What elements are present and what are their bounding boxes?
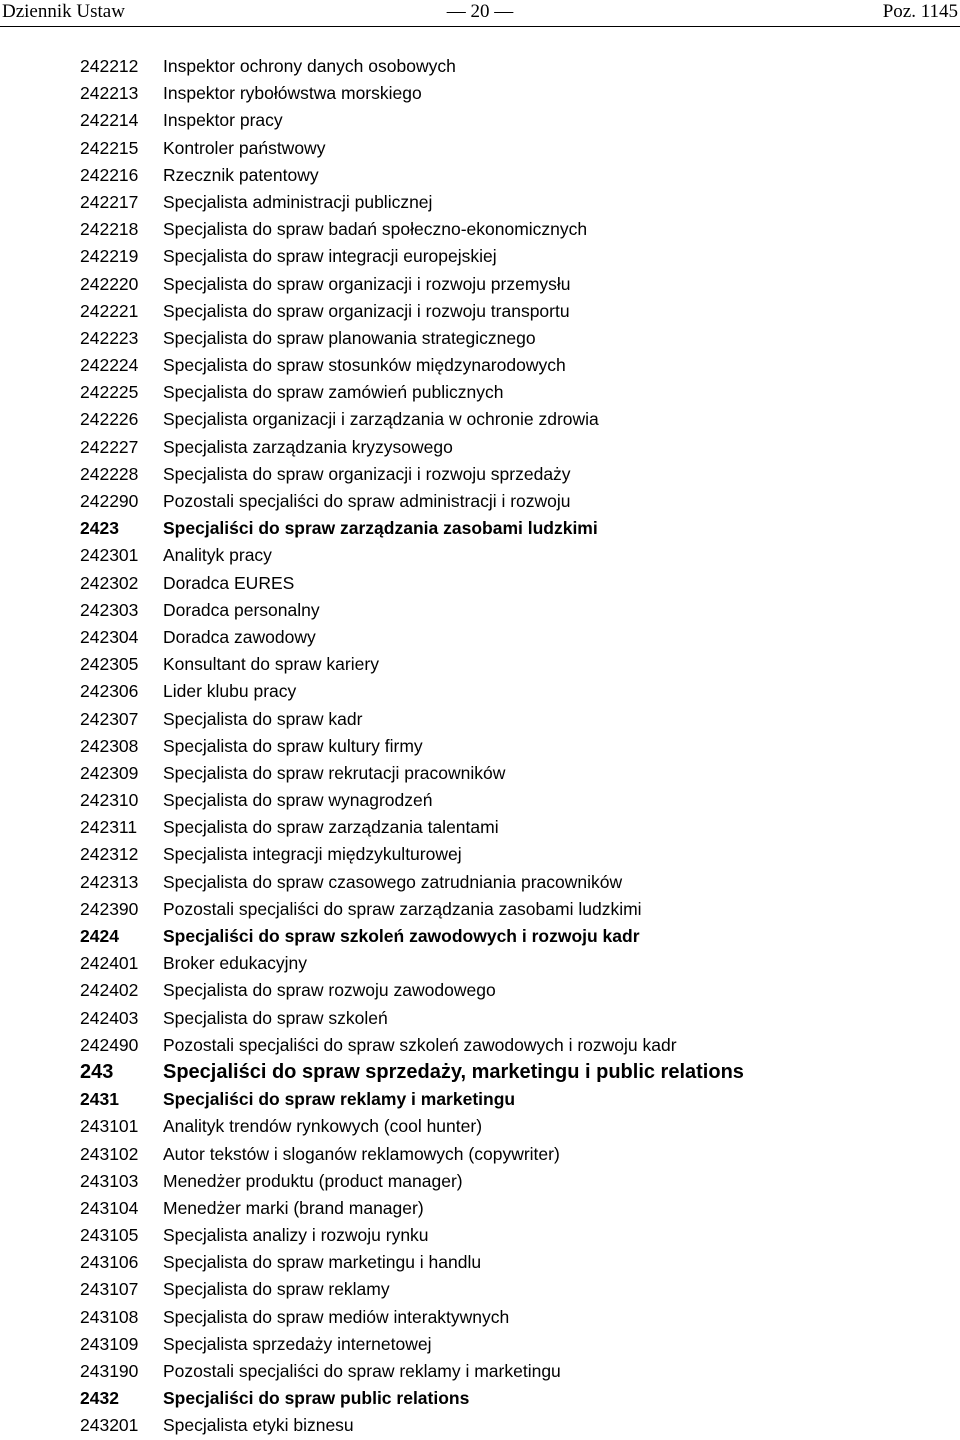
page-header	[0, 0, 960, 27]
occupation-row	[80, 542, 950, 569]
occupation-code: 243109	[80, 1333, 139, 1354]
occupation-name: Menedżer marki (brand manager)	[163, 1197, 424, 1218]
occupation-row	[80, 1304, 950, 1331]
occupation-code: 242403	[80, 1007, 139, 1028]
group-heading-row	[80, 923, 950, 950]
occupation-name: Doradca EURES	[163, 572, 295, 593]
occupation-row	[80, 1168, 950, 1195]
occupation-name: Specjalista do spraw planowania strategicznego	[163, 327, 536, 348]
occupation-name: Specjalista organizacji i zarządzania w ochronie zdrowia	[163, 409, 599, 430]
occupation-row	[80, 896, 950, 923]
occupation-code: 243201	[80, 1415, 139, 1436]
journal-title: Dziennik Ustaw	[2, 1, 125, 22]
group-heading-row	[80, 515, 950, 542]
occupation-code: 2432	[80, 1388, 119, 1409]
occupation-name: Specjaliści do spraw reklamy i marketingu	[163, 1089, 516, 1110]
occupation-name: Specjalista do spraw badań społeczno-ekonomicznych	[163, 219, 588, 240]
occupation-row	[80, 488, 950, 515]
occupation-row	[80, 977, 950, 1004]
occupation-code: 242220	[80, 273, 139, 294]
occupation-code: 242225	[80, 382, 139, 403]
occupation-code: 242490	[80, 1034, 139, 1055]
occupation-code: 242307	[80, 708, 139, 729]
occupation-name: Specjaliści do spraw sprzedaży, marketingu i public relations	[163, 1060, 744, 1083]
occupation-code: 242221	[80, 300, 139, 321]
occupation-row	[80, 1412, 950, 1439]
occupation-code: 242217	[80, 191, 139, 212]
occupation-code: 242309	[80, 762, 139, 783]
occupation-row	[80, 189, 950, 216]
occupation-row	[80, 80, 950, 107]
occupation-row	[80, 216, 950, 243]
occupation-name: Pozostali specjaliści do spraw administracji i rozwoju	[163, 491, 571, 511]
occupation-name: Specjalista do spraw zamówień publicznych	[163, 382, 504, 403]
occupation-name: Rzecznik patentowy	[163, 164, 319, 185]
occupation-row	[80, 53, 950, 80]
occupation-code: 242228	[80, 463, 139, 484]
occupation-name: Specjalista do spraw marketingu i handlu	[163, 1252, 482, 1273]
position-number: Poz. 1145	[882, 1, 958, 22]
occupation-name: Doradca personalny	[163, 599, 320, 620]
occupation-name: Specjalista do spraw czasowego zatrudniania pracowników	[163, 871, 623, 892]
occupation-code: 243106	[80, 1252, 139, 1273]
occupation-code: 242303	[80, 599, 139, 620]
occupation-name: Inspektor pracy	[163, 110, 283, 131]
occupation-code: 242219	[80, 246, 139, 267]
occupation-name: Specjaliści do spraw public relations	[163, 1388, 470, 1409]
occupation-row	[80, 379, 950, 406]
occupation-name: Specjalista do spraw reklamy	[163, 1279, 390, 1300]
group-heading-row	[80, 1086, 950, 1113]
occupation-row	[80, 352, 950, 379]
occupation-name: Specjaliści do spraw zarządzania zasobami ludzkimi	[163, 518, 598, 539]
occupation-code: 242305	[80, 654, 139, 675]
occupation-name: Specjalista sprzedaży internetowej	[163, 1333, 432, 1354]
occupation-row	[80, 787, 950, 814]
occupation-name: Analityk pracy	[163, 545, 272, 566]
occupation-name: Specjalista do spraw zarządzania talentami	[163, 817, 499, 838]
occupation-row	[80, 1113, 950, 1140]
occupation-code: 243102	[80, 1143, 139, 1164]
occupation-row	[80, 1032, 950, 1059]
occupation-name: Specjalista do spraw kadr	[163, 708, 363, 729]
occupation-row	[80, 1249, 950, 1276]
occupation-code: 242212	[80, 56, 139, 76]
occupation-code: 242311	[80, 817, 138, 838]
occupation-row	[80, 461, 950, 488]
occupation-code: 242302	[80, 572, 139, 593]
occupation-code: 242312	[80, 844, 139, 865]
occupation-code: 242227	[80, 436, 139, 457]
occupation-code: 242313	[80, 871, 139, 892]
occupation-code: 242218	[80, 219, 139, 240]
occupation-row	[80, 570, 950, 597]
occupation-code: 243101	[80, 1116, 139, 1137]
occupation-row	[80, 597, 950, 624]
occupation-name: Analityk trendów rynkowych (cool hunter)	[163, 1116, 483, 1137]
occupation-row	[80, 678, 950, 705]
occupation-code: 242402	[80, 980, 139, 1001]
occupation-code: 242308	[80, 735, 139, 756]
occupation-row	[80, 1358, 950, 1385]
occupation-code: 242304	[80, 626, 139, 647]
occupation-name: Doradca zawodowy	[163, 626, 316, 647]
occupation-code: 242213	[80, 83, 139, 104]
group-heading-row	[80, 1059, 950, 1086]
occupation-row	[80, 760, 950, 787]
occupation-row	[80, 733, 950, 760]
occupation-row	[80, 243, 950, 270]
occupation-name: Specjalista do spraw rekrutacji pracowników	[163, 762, 506, 783]
occupation-row	[80, 1195, 950, 1222]
occupation-name: Specjalista analizy i rozwoju rynku	[163, 1225, 429, 1246]
occupation-code: 242223	[80, 327, 139, 348]
occupation-name: Specjalista do spraw integracji europejskiej	[163, 246, 497, 267]
occupation-name: Specjalista integracji międzykulturowej	[163, 844, 462, 865]
occupation-name: Inspektor rybołówstwa morskiego	[163, 83, 422, 104]
occupation-code: 243190	[80, 1361, 139, 1381]
occupation-code: 2424	[80, 926, 119, 946]
occupation-row	[80, 814, 950, 841]
occupation-name: Specjalista do spraw szkoleń	[163, 1007, 388, 1028]
occupation-row	[80, 1005, 950, 1032]
occupation-code: 243108	[80, 1306, 139, 1327]
occupation-name: Menedżer produktu (product manager)	[163, 1170, 463, 1191]
occupation-row	[80, 651, 950, 678]
occupation-row	[80, 162, 950, 189]
occupation-code: 242306	[80, 681, 139, 702]
occupation-code: 242310	[80, 790, 139, 811]
occupation-row	[80, 706, 950, 733]
group-heading-row	[80, 1385, 950, 1412]
occupation-row	[80, 434, 950, 461]
occupation-row	[80, 1331, 950, 1358]
occupation-row	[80, 406, 950, 433]
occupation-code: 242290	[80, 491, 139, 511]
occupation-name: Broker edukacyjny	[163, 953, 307, 974]
occupation-row	[80, 1141, 950, 1168]
occupation-row	[80, 107, 950, 134]
occupation-code: 242214	[80, 110, 139, 131]
occupation-name: Specjaliści do spraw szkoleń zawodowych i rozwoju kadr	[163, 926, 640, 946]
occupation-name: Specjalista zarządzania kryzysowego	[163, 436, 453, 457]
occupation-name: Specjalista do spraw kultury firmy	[163, 735, 423, 756]
occupation-code: 243	[80, 1060, 114, 1083]
occupation-row	[80, 950, 950, 977]
occupation-row	[80, 135, 950, 162]
occupation-code: 243105	[80, 1225, 139, 1246]
occupation-name: Specjalista do spraw mediów interaktywnych	[163, 1306, 510, 1327]
occupation-row	[80, 841, 950, 868]
occupation-row	[80, 1276, 950, 1303]
occupation-code: 243103	[80, 1170, 139, 1191]
occupation-list	[80, 53, 950, 1440]
occupation-code: 242215	[80, 137, 139, 158]
occupation-row	[80, 325, 950, 352]
occupation-name: Specjalista do spraw organizacji i rozwoju transportu	[163, 300, 570, 321]
occupation-code: 243104	[80, 1197, 139, 1218]
occupation-name: Specjalista do spraw stosunków międzynarodowych	[163, 355, 566, 376]
occupation-name: Inspektor ochrony danych osobowych	[163, 56, 456, 76]
occupation-code: 242401	[80, 953, 139, 974]
occupation-code: 242224	[80, 355, 139, 376]
occupation-name: Specjalista administracji publicznej	[163, 191, 433, 212]
occupation-name: Lider klubu pracy	[163, 681, 297, 702]
occupation-name: Pozostali specjaliści do spraw szkoleń zawodowych i rozwoju kadr	[163, 1034, 677, 1055]
occupation-code: 2431	[80, 1089, 119, 1110]
occupation-code: 242301	[80, 545, 139, 566]
occupation-code: 242390	[80, 898, 139, 919]
occupation-code: 243107	[80, 1279, 139, 1300]
occupation-row	[80, 624, 950, 651]
occupation-name: Specjalista do spraw rozwoju zawodowego	[163, 980, 496, 1001]
occupation-code: 2423	[80, 518, 119, 539]
occupation-name: Pozostali specjaliści do spraw zarządzania zasobami ludzkimi	[163, 898, 642, 919]
occupation-name: Specjalista do spraw organizacji i rozwoju sprzedaży	[163, 463, 571, 484]
occupation-name: Specjalista etyki biznesu	[163, 1415, 354, 1436]
occupation-name: Kontroler państwowy	[163, 137, 326, 158]
occupation-name: Autor tekstów i sloganów reklamowych (copywriter)	[163, 1143, 560, 1164]
occupation-row	[80, 298, 950, 325]
occupation-row	[80, 869, 950, 896]
occupation-row	[80, 1222, 950, 1249]
occupation-name: Specjalista do spraw wynagrodzeń	[163, 790, 433, 811]
occupation-code: 242216	[80, 164, 139, 185]
occupation-row	[80, 271, 950, 298]
occupation-name: Pozostali specjaliści do spraw reklamy i marketingu	[163, 1361, 561, 1381]
page-number: — 20 —	[446, 1, 514, 22]
occupation-code: 242226	[80, 409, 139, 430]
occupation-name: Specjalista do spraw organizacji i rozwoju przemysłu	[163, 273, 571, 294]
occupation-name: Konsultant do spraw kariery	[163, 654, 379, 675]
